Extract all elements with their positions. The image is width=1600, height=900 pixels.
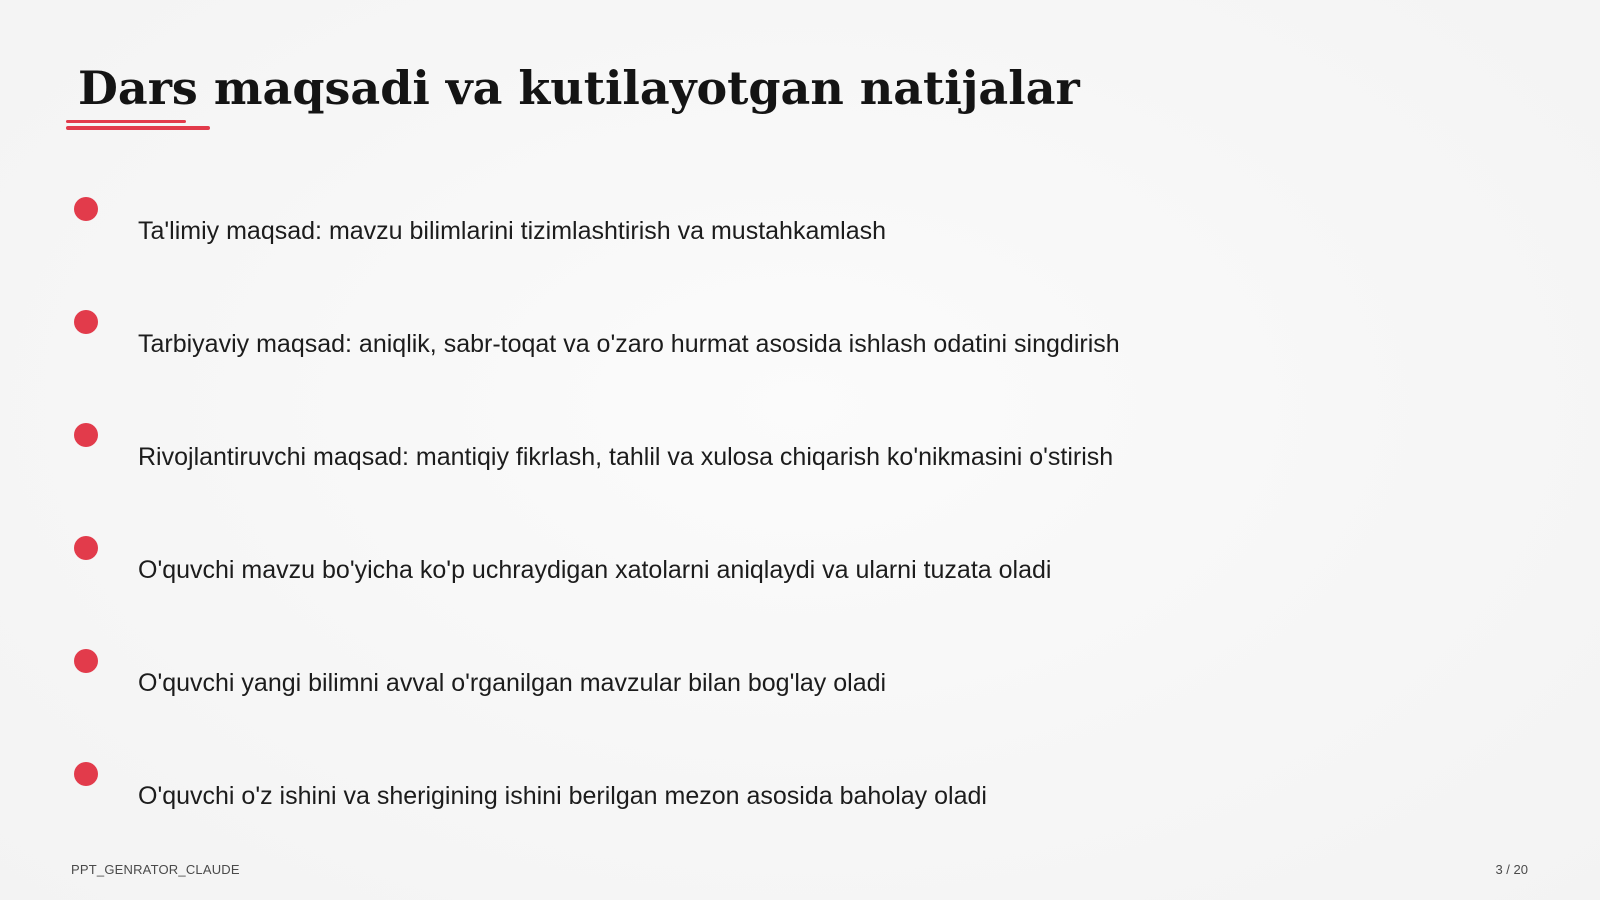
- bullet-dot-icon: [74, 310, 98, 334]
- bullet-item: [72, 647, 1472, 727]
- bullet-dot-icon: [74, 762, 98, 786]
- bullet-item: [72, 534, 1472, 614]
- page-indicator: 3 / 20: [1495, 862, 1528, 877]
- bullet-dot-icon: [74, 536, 98, 560]
- bullet-item: [72, 308, 1472, 388]
- bullet-item: [72, 195, 1472, 275]
- bullet-dot-icon: [74, 197, 98, 221]
- bullet-dot-icon: [74, 649, 98, 673]
- bullet-text: O'quvchi mavzu bo'yicha ko'p uchraydigan xatolarni aniqlaydi va ularni tuzata oladi: [138, 556, 1052, 584]
- bullet-text: Ta'limiy maqsad: mavzu bilimlarini tizimlashtirish va mustahkamlash: [138, 217, 887, 245]
- slide-title: Dars maqsadi va kutilayotgan natijalar: [78, 61, 1080, 115]
- bullet-text: Tarbiyaviy maqsad: aniqlik, sabr-toqat va o'zaro hurmat asosida ishlash odatini singdirish: [138, 330, 1120, 358]
- footer-source-label: PPT_GENRATOR_CLAUDE: [71, 862, 240, 877]
- bullet-item: [72, 421, 1472, 501]
- bullet-item: [72, 760, 1472, 840]
- bullet-text: O'quvchi yangi bilimni avval o'rganilgan mavzular bilan bog'lay oladi: [138, 669, 887, 697]
- bullet-text: Rivojlantiruvchi maqsad: mantiqiy fikrlash, tahlil va xulosa chiqarish ko'nikmasini o'stirish: [138, 443, 1114, 471]
- bullet-dot-icon: [74, 423, 98, 447]
- bullet-text: O'quvchi o'z ishini va sherigining ishini berilgan mezon asosida baholay oladi: [138, 782, 987, 810]
